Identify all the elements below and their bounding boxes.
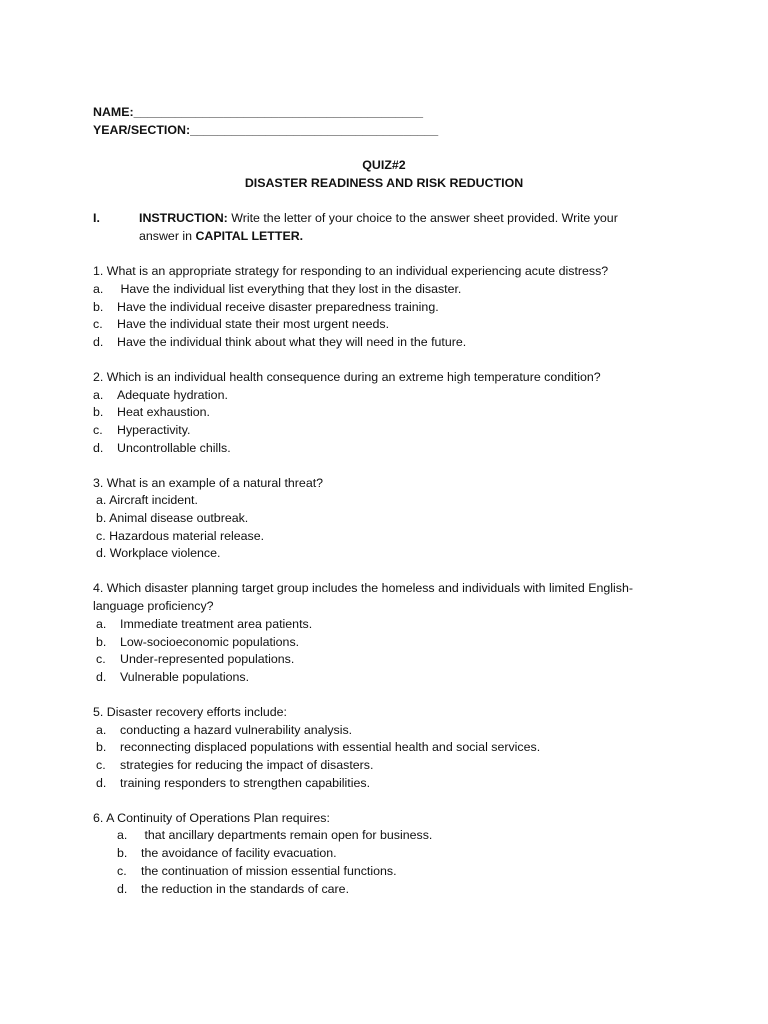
- q2-option-c: [93, 422, 190, 439]
- q5-option-d: [96, 775, 370, 792]
- option-text: Aircraft incident.: [109, 493, 198, 507]
- q2-option-a: [93, 387, 228, 404]
- option-text: Hazardous material release.: [109, 529, 265, 543]
- instruction-numeral: I.: [93, 211, 100, 225]
- option-text: the continuation of mission essential functions.: [141, 864, 397, 878]
- option-text: Vulnerable populations.: [120, 670, 250, 684]
- option-text: Adequate hydration.: [117, 388, 228, 402]
- option-letter: a.: [93, 388, 104, 402]
- option-letter: d.: [93, 441, 104, 455]
- option-text: Immediate treatment area patients.: [120, 617, 313, 631]
- option-text: Have the individual think about what they will need in the future.: [117, 335, 467, 349]
- option-letter: c.: [96, 758, 106, 772]
- q1-option-b: [93, 299, 439, 316]
- instruction-text-1: Write the letter of your choice to the answer sheet provided. Write your: [227, 211, 618, 225]
- option-text: Under-represented populations.: [120, 652, 295, 666]
- q4-option-d: [96, 669, 249, 686]
- q1-option-a: [93, 281, 461, 298]
- option-letter: b.: [117, 846, 128, 860]
- option-text: Uncontrollable chills.: [117, 441, 231, 455]
- option-text: the reduction in the standards of care.: [141, 882, 350, 896]
- option-text: reconnecting displaced populations with essential health and social services.: [120, 740, 541, 754]
- option-letter: c.: [93, 423, 103, 437]
- q4-option-c: [96, 651, 294, 668]
- question-4-line-2: language proficiency?: [93, 599, 214, 613]
- option-letter: a.: [96, 493, 107, 507]
- question-6: 6. A Continuity of Operations Plan requires:: [93, 811, 330, 825]
- q2-option-b: [93, 404, 210, 421]
- q2-option-d: [93, 440, 231, 457]
- option-letter: b.: [93, 300, 104, 314]
- quiz-subject: DISASTER READINESS AND RISK REDUCTION: [244, 176, 524, 190]
- q1-option-c: [93, 316, 389, 333]
- option-text: training responders to strengthen capabilities.: [120, 776, 371, 790]
- q4-option-b: [96, 634, 299, 651]
- option-letter: b.: [96, 635, 107, 649]
- option-letter: c.: [96, 529, 106, 543]
- option-text: Have the individual state their most urgent needs.: [117, 317, 390, 331]
- option-letter: c.: [117, 864, 127, 878]
- option-letter: c.: [96, 652, 106, 666]
- option-letter: d.: [96, 546, 107, 560]
- option-text: Heat exhaustion.: [117, 405, 210, 419]
- option-letter: a.: [96, 617, 107, 631]
- q1-option-d: [93, 334, 466, 351]
- instruction-label: INSTRUCTION:: [139, 211, 228, 225]
- question-4-line-1: 4. Which disaster planning target group includes the homeless and individuals with limited English-: [93, 581, 633, 595]
- option-letter: d.: [96, 776, 107, 790]
- q4-option-a: [96, 616, 312, 633]
- option-letter: d.: [117, 882, 128, 896]
- q3-option-b: [96, 510, 248, 527]
- instruction-capital: CAPITAL LETTER.: [195, 229, 304, 243]
- q3-option-c: [96, 528, 264, 545]
- option-text: Animal disease outbreak.: [109, 511, 249, 525]
- option-text: the avoidance of facility evacuation.: [141, 846, 337, 860]
- option-letter: d.: [96, 670, 107, 684]
- q5-option-b: [96, 739, 540, 756]
- option-letter: b.: [96, 511, 107, 525]
- option-text: Have the individual receive disaster preparedness training.: [117, 300, 439, 314]
- option-letter: b.: [96, 740, 107, 754]
- q6-option-d: [117, 881, 349, 898]
- option-text: Workplace violence.: [109, 546, 221, 560]
- option-letter: d.: [93, 335, 104, 349]
- year-section-field: YEAR/SECTION:____________________________________: [93, 123, 439, 137]
- option-letter: a.: [117, 828, 128, 842]
- question-3: 3. What is an example of a natural threat?: [93, 476, 324, 490]
- q6-option-a: [117, 827, 432, 844]
- option-text: strategies for reducing the impact of disasters.: [120, 758, 374, 772]
- option-text: Have the individual list everything that they lost in the disaster.: [117, 282, 462, 296]
- q3-option-a: [96, 492, 198, 509]
- instruction-line-1: [139, 210, 618, 227]
- option-text: that ancillary departments remain open for business.: [141, 828, 433, 842]
- option-letter: a.: [96, 723, 107, 737]
- q6-option-c: [117, 863, 397, 880]
- question-5: 5. Disaster recovery efforts include:: [93, 705, 287, 719]
- option-letter: b.: [93, 405, 104, 419]
- name-field: NAME:__________________________________________: [93, 105, 424, 119]
- question-2: 2. Which is an individual health consequence during an extreme high temperature condition?: [93, 370, 601, 384]
- option-text: Low-socioeconomic populations.: [120, 635, 300, 649]
- q3-option-d: [96, 545, 220, 562]
- instruction-line-2: [139, 228, 303, 245]
- q5-option-c: [96, 757, 373, 774]
- option-text: conducting a hazard vulnerability analysis.: [120, 723, 353, 737]
- option-letter: a.: [93, 282, 104, 296]
- instruction-text-2: answer in: [139, 229, 196, 243]
- q6-option-b: [117, 845, 337, 862]
- option-text: Hyperactivity.: [117, 423, 191, 437]
- quiz-number: QUIZ#2: [362, 158, 406, 172]
- question-1: 1. What is an appropriate strategy for responding to an individual experiencing acute distress?: [93, 264, 609, 278]
- option-letter: c.: [93, 317, 103, 331]
- q5-option-a: [96, 722, 352, 739]
